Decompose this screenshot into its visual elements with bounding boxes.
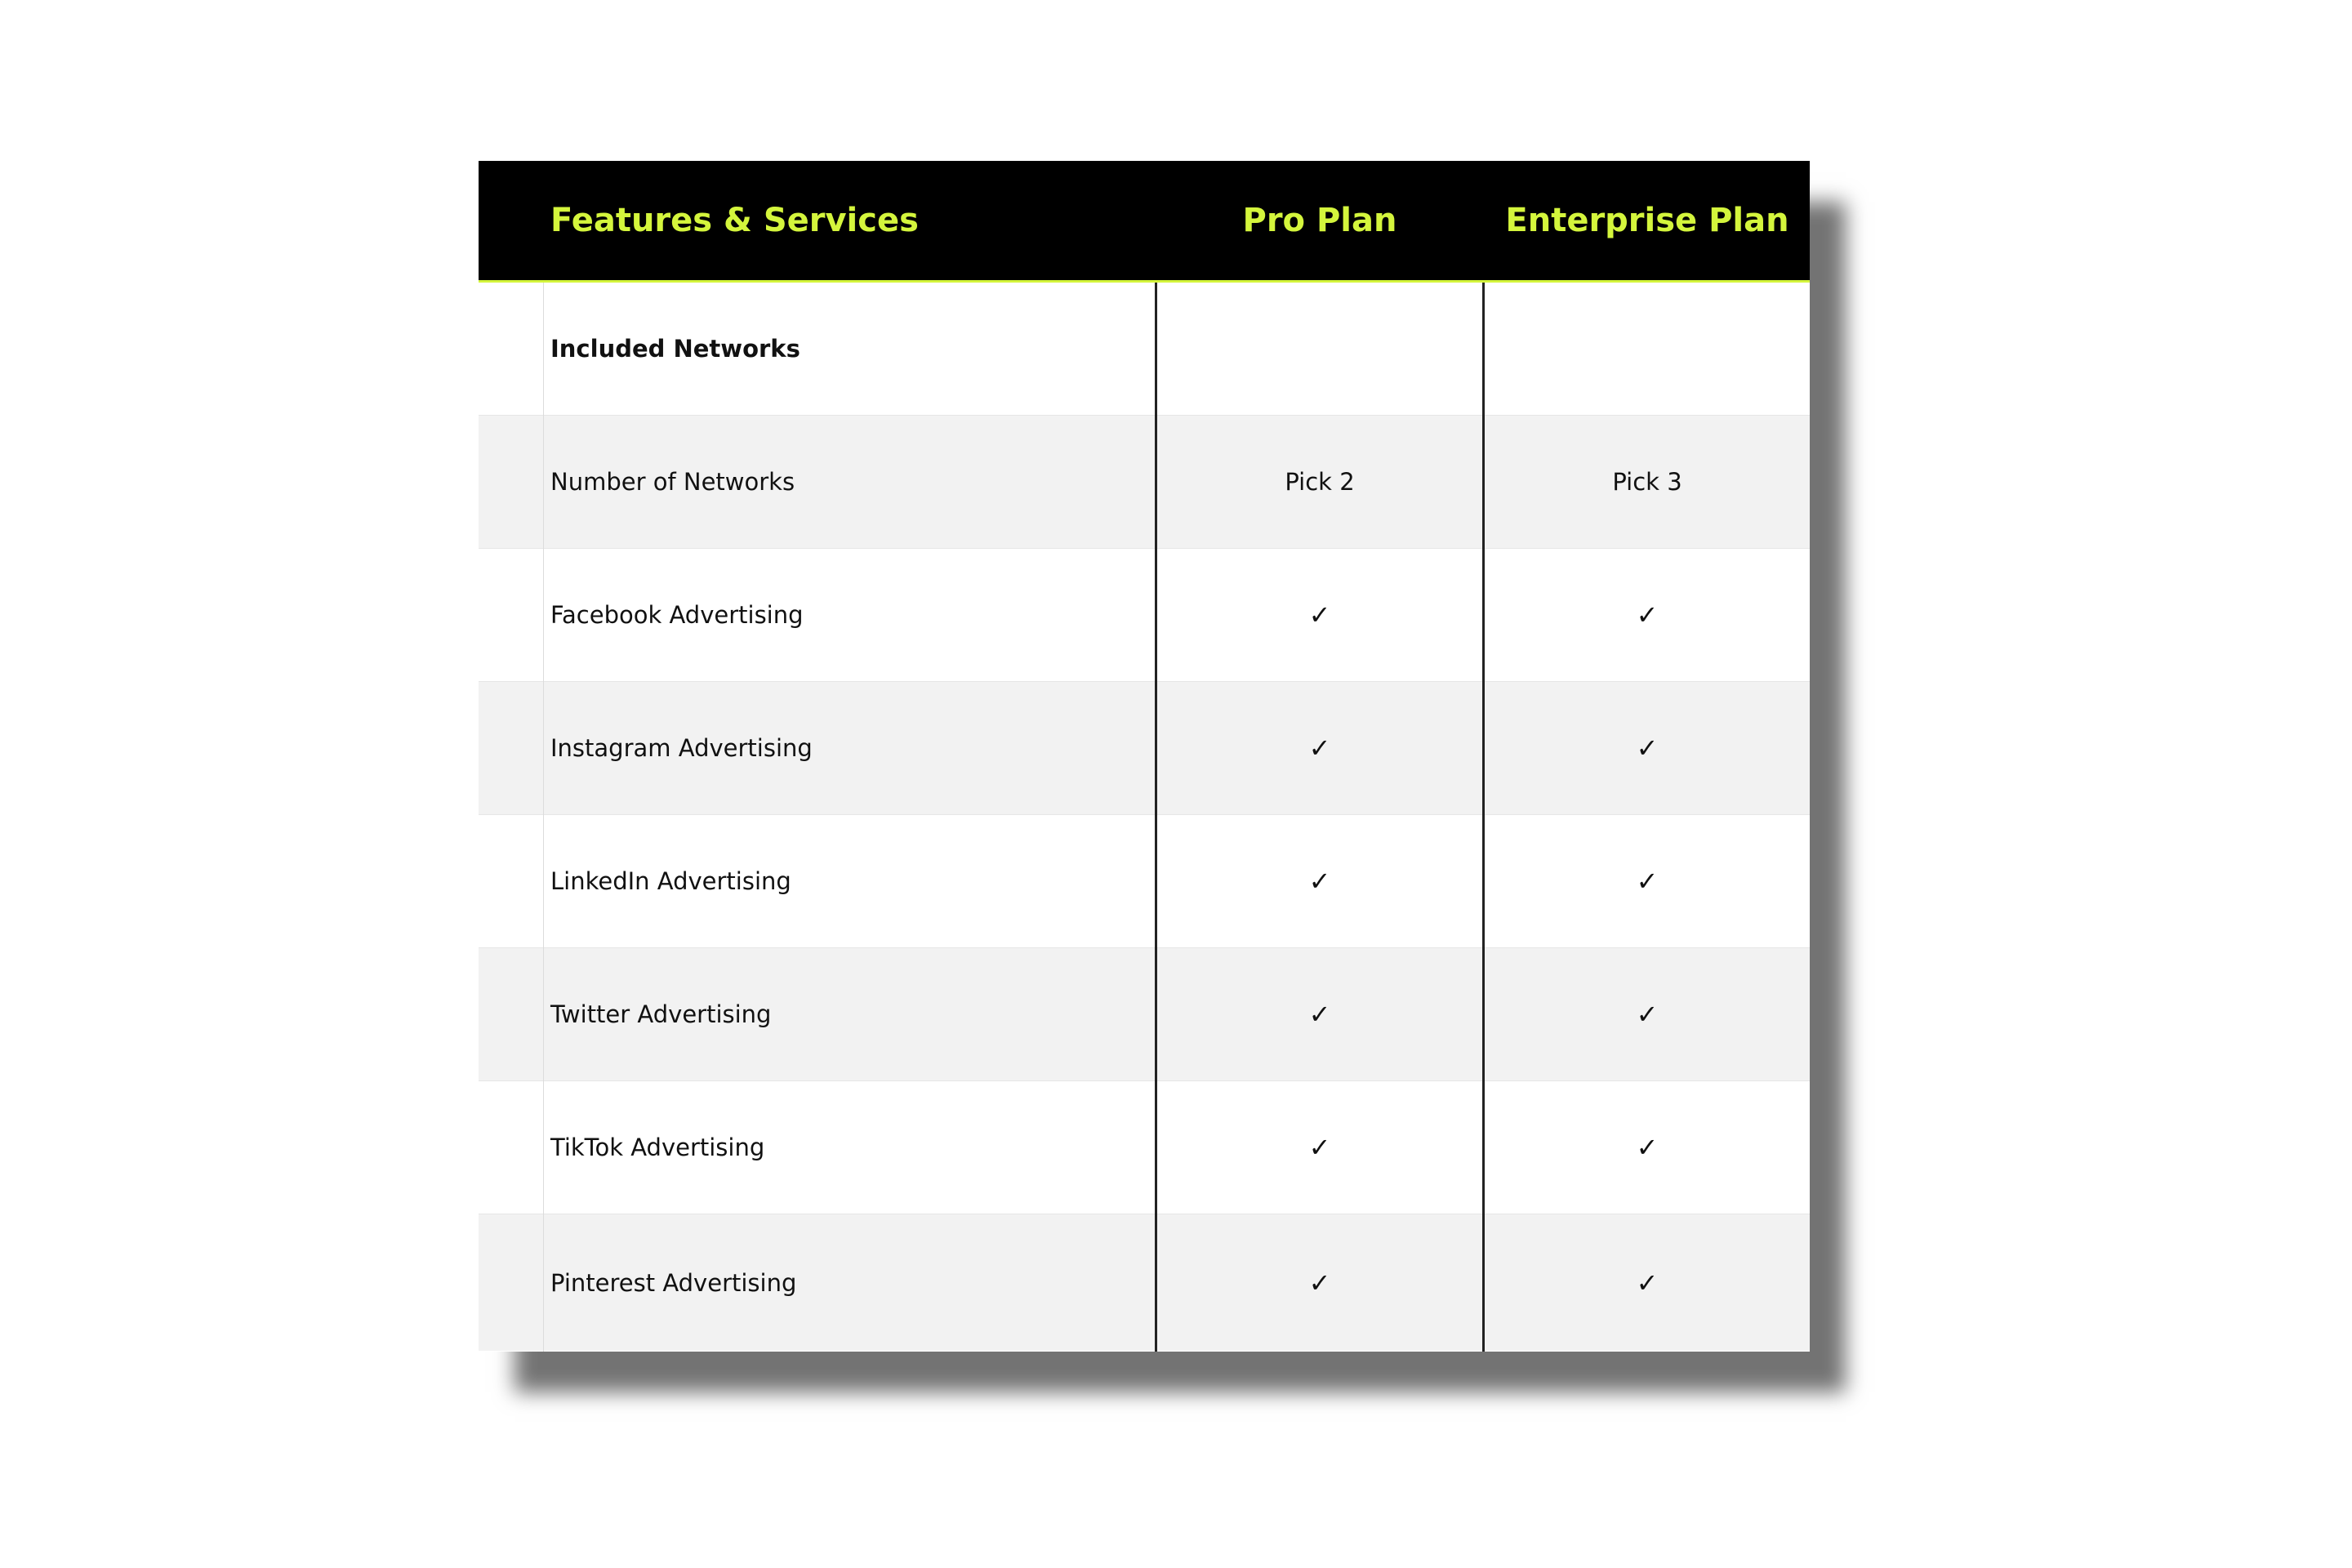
table-body: [479, 283, 1810, 1351]
check-icon: ✓: [1636, 733, 1659, 764]
header-pro-plan: Pro Plan: [1242, 202, 1397, 239]
check-icon: ✓: [1636, 1132, 1659, 1163]
column-divider: [1155, 283, 1157, 1352]
row-enterprise-value: Pick 3: [1612, 468, 1682, 496]
header-features-services: Features & Services: [550, 202, 919, 239]
row-feature-label: Facebook Advertising: [550, 601, 804, 629]
check-icon: ✓: [1636, 999, 1659, 1030]
row-feature-label: Pinterest Advertising: [550, 1268, 797, 1297]
row-enterprise-value: [1484, 283, 1811, 415]
table-row: [479, 682, 1810, 815]
table-row: [479, 549, 1810, 682]
check-icon: ✓: [1308, 1132, 1331, 1163]
row-feature-label: Instagram Advertising: [550, 734, 813, 762]
check-icon: ✓: [1308, 999, 1331, 1030]
row-feature-label: TikTok Advertising: [550, 1134, 765, 1161]
table-row: [479, 948, 1810, 1081]
table-row: [479, 815, 1810, 948]
check-icon: ✓: [1636, 599, 1659, 630]
table-row: [479, 416, 1810, 549]
header-enterprise-plan: Enterprise Plan: [1505, 202, 1789, 239]
check-icon: ✓: [1308, 599, 1331, 630]
row-feature-label: Twitter Advertising: [550, 1000, 772, 1028]
row-pro-value: Pick 2: [1285, 468, 1355, 496]
row-pro-value: [1156, 283, 1483, 415]
row-feature-label: LinkedIn Advertising: [550, 867, 791, 895]
check-icon: ✓: [1636, 1267, 1659, 1298]
row-feature-label: Included Networks: [550, 335, 800, 363]
check-icon: ✓: [1308, 733, 1331, 764]
column-divider: [543, 283, 544, 1352]
check-icon: ✓: [1308, 1267, 1331, 1298]
check-icon: ✓: [1308, 866, 1331, 897]
table-header: [479, 161, 1810, 283]
row-feature-label: Number of Networks: [550, 468, 795, 496]
comparison-table: [479, 161, 1810, 1352]
table-row: [479, 1214, 1810, 1351]
check-icon: ✓: [1636, 866, 1659, 897]
table-row: [479, 283, 1810, 416]
table-row: [479, 1081, 1810, 1214]
column-divider: [1482, 283, 1485, 1352]
